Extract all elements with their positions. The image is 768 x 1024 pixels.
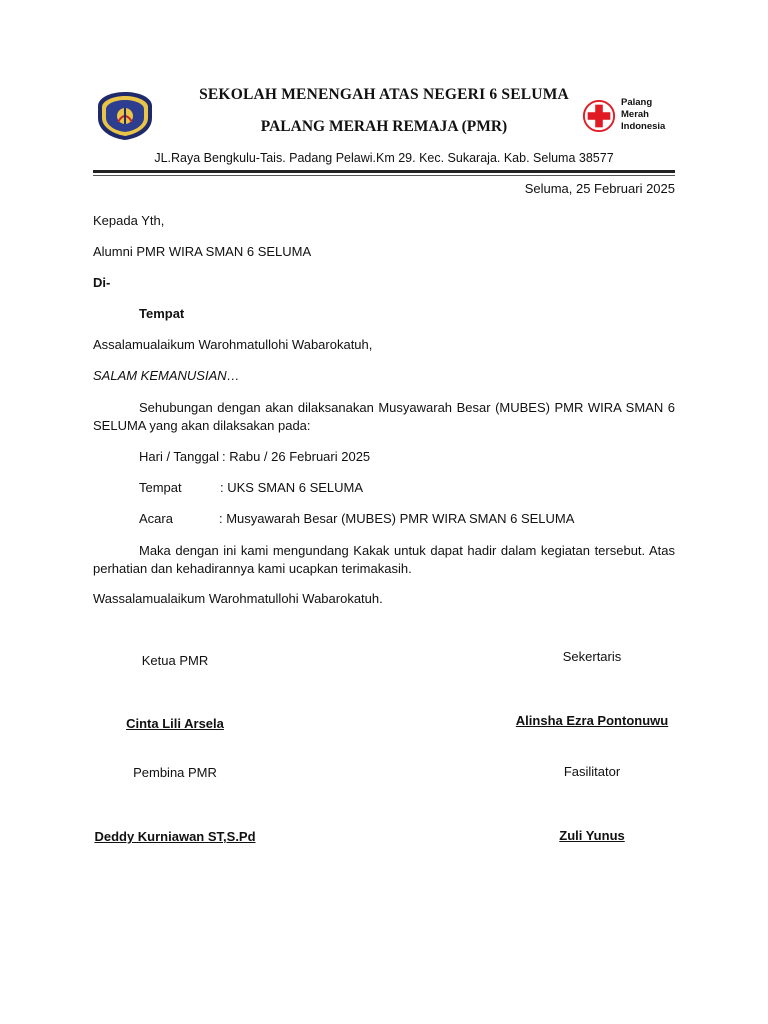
tempat-label: Tempat bbox=[139, 306, 185, 321]
body-paragraph-2: Maka dengan ini kami mengundang Kakak untuk dapat hadir dalam kegiatan tersebut. Atas perhatian dan kehadirannya kami ucapkan terimakasih. bbox=[93, 543, 675, 576]
org-name: PALANG MERAH REMAJA (PMR) bbox=[260, 118, 508, 135]
sekretaris-label: Sekertaris bbox=[562, 649, 622, 664]
fasilitator-label: Fasilitator bbox=[563, 764, 621, 779]
sekretaris-name: Alinsha Ezra Pontonuwu bbox=[515, 713, 669, 728]
ketua-name: Cinta Lili Arsela bbox=[126, 716, 224, 731]
header-divider-thin bbox=[93, 175, 675, 176]
fasilitator-name: Zuli Yunus bbox=[559, 828, 625, 843]
detail-label: Hari / Tanggal bbox=[139, 449, 219, 464]
detail-value: : Musyawarah Besar (MUBES) PMR WIRA SMAN 6 SELUMA bbox=[219, 511, 575, 526]
di-label: Di- bbox=[93, 275, 111, 290]
body-paragraph-1: Sehubungan dengan akan dilaksanakan Musyawarah Besar (MUBES) PMR WIRA SMAN 6 SELUMA yang akan dilaksakan pada: bbox=[93, 400, 675, 433]
header-divider bbox=[93, 170, 675, 173]
pembina-name: Deddy Kurniawan ST,S.Pd bbox=[94, 829, 256, 844]
salutation: Assalamualaikum Warohmatullohi Wabarokatuh, bbox=[93, 337, 373, 352]
school-name: SEKOLAH MENENGAH ATAS NEGERI 6 SELUMA bbox=[199, 86, 569, 103]
school-logo bbox=[96, 90, 154, 142]
detail-value: : Rabu / 26 Februari 2025 bbox=[222, 449, 371, 464]
detail-label: Acara bbox=[139, 511, 173, 526]
pmi-cross-icon bbox=[582, 99, 616, 133]
ketua-label: Ketua PMR bbox=[141, 653, 209, 668]
recipient-greeting: Kepada Yth, bbox=[93, 213, 165, 228]
letter-date: Seluma, 25 Februari 2025 bbox=[524, 181, 675, 196]
pmi-logo-text: Palang Merah Indonesia bbox=[621, 97, 666, 132]
address: JL.Raya Bengkulu-Tais. Padang Pelawi.Km 29. Kec. Sukaraja. Kab. Seluma 38577 bbox=[154, 151, 614, 165]
detail-label: Tempat bbox=[139, 480, 182, 495]
recipient: Alumni PMR WIRA SMAN 6 SELUMA bbox=[93, 244, 312, 259]
detail-value: : UKS SMAN 6 SELUMA bbox=[220, 480, 364, 495]
salam: SALAM KEMANUSIAN… bbox=[93, 368, 240, 383]
pembina-label: Pembina PMR bbox=[133, 765, 217, 780]
closing: Wassalamualaikum Warohmatullohi Wabarokatuh. bbox=[93, 591, 383, 606]
